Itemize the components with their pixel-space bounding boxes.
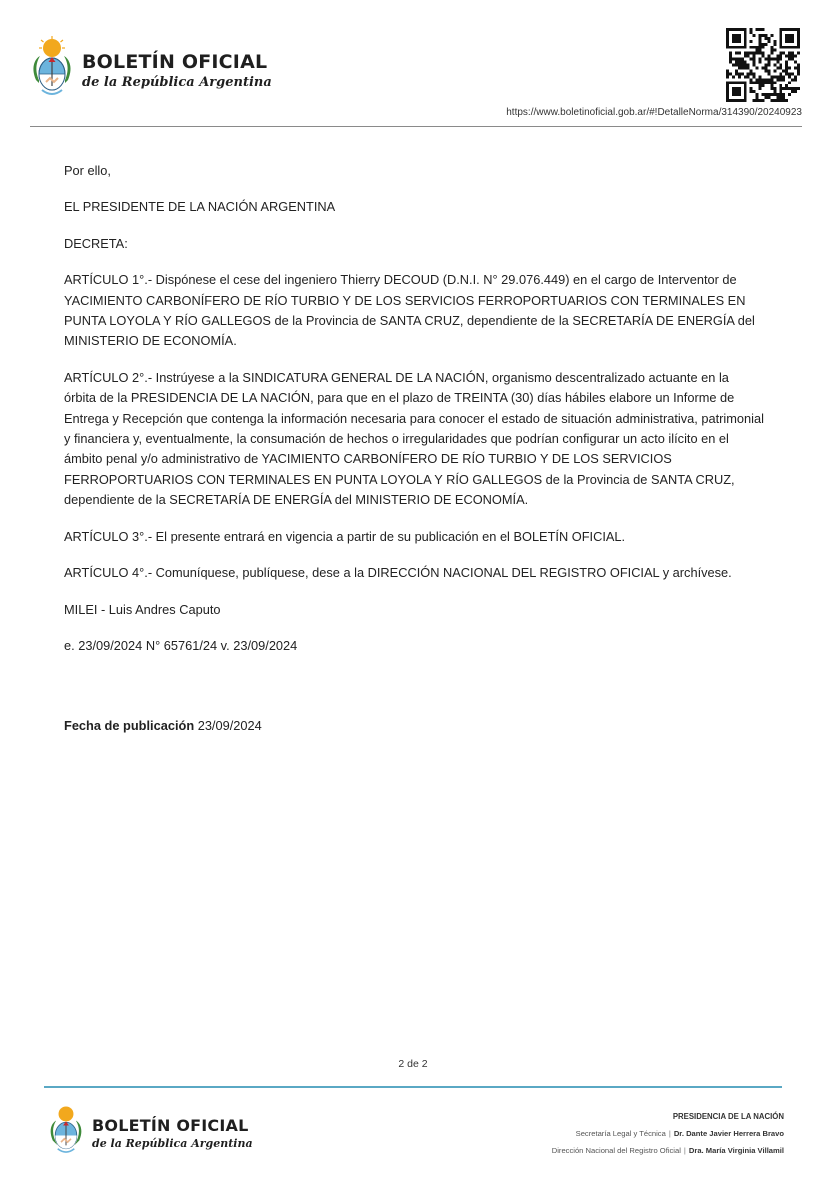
paragraph-decreta: DECRETA: bbox=[64, 235, 128, 251]
coat-of-arms-icon bbox=[28, 36, 76, 106]
paragraph-president: EL PRESIDENTE DE LA NACIÓN ARGENTINA bbox=[64, 199, 336, 215]
footer-credit-2-name: Dra. María Virginia Villamil bbox=[688, 1146, 784, 1155]
footer-credit-2-label: Dirección Nacional del Registro Oficial bbox=[551, 1146, 681, 1155]
paragraph-article-3: ARTÍCULO 3°.- El presente entrará en vigencia a partir de su publicación en el BOLETÍN OFICIAL. bbox=[64, 528, 626, 544]
paragraph-signatures: MILEI - Luis Andres Caputo bbox=[64, 601, 221, 617]
decree-body bbox=[64, 161, 764, 672]
footer-logo-title: BOLETÍN OFICIAL bbox=[92, 1115, 249, 1135]
paragraph-article-1: ARTÍCULO 1°.- Dispónese el cese del ingeniero Thierry DECOUD (D.N.I. N° 29.076.449) en el cargo de Interventor de YACIMIENTO CARBONÍFERO DE RÍO TURBIO Y DE LOS SERVICIOS FERROPORTUARIOS CON TERMINALES EN PUNTA LOYOLA Y RÍO GALLEGOS de la Provincia de SANTA CRUZ, dependiente de la SECRETARÍA DE ENERGÍA del MINISTERIO DE ECONOMÍA. bbox=[64, 272, 755, 349]
footer-credit-line-1: Secretaría Legal y Técnica | Dr. Dante Javier Herrera Bravo bbox=[575, 1129, 784, 1138]
paragraph-article-4: ARTÍCULO 4°.- Comuníquese, publíquese, dese a la DIRECCIÓN NACIONAL DEL REGISTRO OFICIAL y archívese. bbox=[64, 565, 732, 581]
paragraph-intro: Por ello, bbox=[64, 163, 111, 178]
document-url[interactable]: https://www.boletinoficial.gob.ar/#!DetalleNorma/314390/20240923 bbox=[506, 107, 802, 118]
header-logo-title: BOLETÍN OFICIAL bbox=[82, 51, 268, 73]
header-divider bbox=[30, 126, 802, 127]
header-logo-subtitle: de la República Argentina bbox=[82, 75, 272, 90]
footer-logo bbox=[46, 1104, 253, 1162]
header-logo bbox=[28, 36, 272, 106]
paragraph-article-2: ARTÍCULO 2°.- Instrúyese a la SINDICATURA GENERAL DE LA NACIÓN, organismo descentralizado actuante en la órbita de la PRESIDENCIA DE LA NACIÓN, para que en el plazo de TREINTA (30) días hábiles elabore un Informe de Entrega y Recepción que contenga la información necesaria para conocer el estado de situación administrativa, patrimonial y financiera y, eventualmente, la consumación de hechos o irregularidades que podrían configurar un acto ilícito en el ámbito penal y/o administrativo de YACIMIENTO CARBONÍFERO DE RÍO TURBIO Y DE LOS SERVICIOS FERROPORTUARIOS CON TERMINALES EN PUNTA LOYOLA Y RÍO GALLEGOS de la Provincia de SANTA CRUZ, dependiente de la SECRETARÍA DE ENERGÍA del MINISTERIO DE ECONOMÍA. bbox=[64, 369, 764, 508]
qr-code-icon bbox=[726, 28, 800, 102]
publication-label: Fecha de publicación bbox=[64, 718, 195, 733]
paragraph-edition-ref: e. 23/09/2024 N° 65761/24 v. 23/09/2024 bbox=[64, 637, 298, 653]
footer-divider bbox=[44, 1086, 782, 1088]
publication-date-value: 23/09/2024 bbox=[197, 718, 262, 733]
page-number: 2 de 2 bbox=[398, 1058, 428, 1070]
footer-presidency: PRESIDENCIA DE LA NACIÓN bbox=[672, 1112, 784, 1121]
footer-credit-line-2: Dirección Nacional del Registro Oficial | Dra. María Virginia Villamil bbox=[551, 1146, 784, 1155]
coat-of-arms-icon bbox=[46, 1104, 86, 1162]
footer-credit-1-name: Dr. Dante Javier Herrera Bravo bbox=[673, 1129, 784, 1138]
footer-credit-1-label: Secretaría Legal y Técnica bbox=[575, 1129, 666, 1138]
footer-logo-subtitle: de la República Argentina bbox=[92, 1136, 253, 1150]
publication-date bbox=[64, 716, 262, 736]
footer-credits bbox=[552, 1108, 784, 1159]
